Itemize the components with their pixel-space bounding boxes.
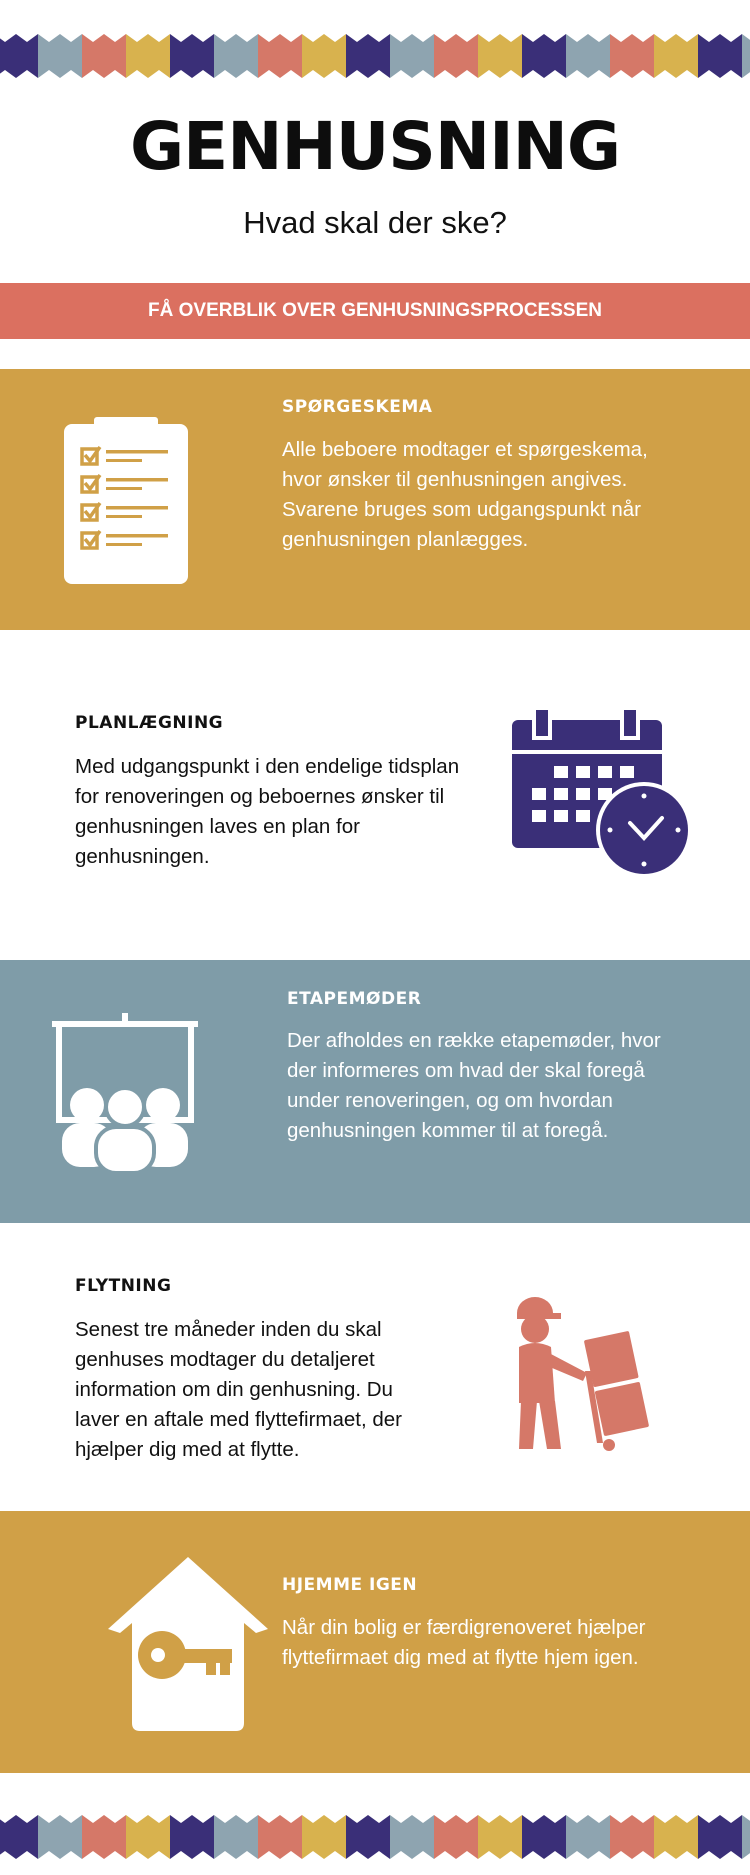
- presentation-audience-icon: [52, 1013, 202, 1171]
- section-back-home: [0, 1511, 750, 1773]
- section-title: FLYTNING: [75, 1276, 172, 1296]
- chevron-pattern-top: [0, 34, 750, 78]
- chevron-segment: [522, 34, 544, 78]
- chevron-segment: [478, 34, 500, 78]
- chevron-segment: [720, 1815, 742, 1859]
- chevron-segment: [148, 34, 170, 78]
- chevron-segment: [324, 1815, 346, 1859]
- chevron-segment: [742, 1815, 750, 1859]
- section-title: PLANLÆGNING: [75, 713, 224, 733]
- chevron-segment: [346, 1815, 368, 1859]
- chevron-segment: [302, 1815, 324, 1859]
- house-key-icon: [108, 1557, 268, 1733]
- chevron-segment: [324, 34, 346, 78]
- section-title: HJEMME IGEN: [282, 1575, 418, 1595]
- chevron-segment: [566, 1815, 588, 1859]
- chevron-segment: [38, 34, 60, 78]
- chevron-segment: [654, 1815, 676, 1859]
- chevron-segment: [126, 34, 148, 78]
- section-text: Med udgangspunkt i den endelige tidsplan for renoveringen og beboernes ønsker til genhusningen laves en plan for genhusningen.: [75, 755, 460, 868]
- chevron-segment: [16, 1815, 38, 1859]
- chevron-segment: [346, 34, 368, 78]
- chevron-segment: [236, 1815, 258, 1859]
- chevron-segment: [104, 1815, 126, 1859]
- chevron-segment: [676, 1815, 698, 1859]
- chevron-segment: [148, 1815, 170, 1859]
- chevron-segment: [632, 1815, 654, 1859]
- chevron-segment: [170, 1815, 192, 1859]
- chevron-segment: [104, 34, 126, 78]
- chevron-segment: [368, 34, 390, 78]
- chevron-segment: [676, 34, 698, 78]
- chevron-segment: [434, 34, 456, 78]
- section-title: SPØRGESKEMA: [282, 397, 433, 417]
- calendar-clock-icon: [512, 708, 692, 880]
- chevron-pattern-bottom: [0, 1815, 750, 1859]
- section-title: ETAPEMØDER: [287, 989, 422, 1009]
- chevron-segment: [214, 34, 236, 78]
- chevron-segment: [412, 34, 434, 78]
- chevron-segment: [258, 34, 280, 78]
- chevron-segment: [500, 1815, 522, 1859]
- chevron-segment: [698, 34, 720, 78]
- section-text: Der afholdes en række etapemøder, hvor der informeres om hvad der skal foregå under renoveringen, og om hvordan genhusningen kommer til at foregå.: [287, 1029, 661, 1142]
- chevron-segment: [500, 34, 522, 78]
- section-text: Senest tre måneder inden du skal genhuses modtager du detaljeret information om din genhusning. Du laver en aftale med flyttefirmaet, der hjælper dig med at flytte.: [75, 1318, 403, 1461]
- chevron-segment: [456, 1815, 478, 1859]
- chevron-segment: [258, 1815, 280, 1859]
- chevron-segment: [280, 1815, 302, 1859]
- chevron-segment: [82, 34, 104, 78]
- chevron-segment: [0, 1815, 16, 1859]
- chevron-segment: [456, 34, 478, 78]
- chevron-segment: [192, 1815, 214, 1859]
- clipboard-checklist-icon: [62, 417, 190, 585]
- section-questionnaire: [0, 369, 750, 630]
- chevron-segment: [0, 34, 16, 78]
- chevron-segment: [302, 34, 324, 78]
- chevron-segment: [544, 1815, 566, 1859]
- chevron-segment: [412, 1815, 434, 1859]
- chevron-segment: [390, 34, 412, 78]
- section-text: Alle beboere modtager et spørgeskema, hvor ønsker til genhusningen angives. Svarene bruges som udgangspunkt når genhusningen planlægges.: [282, 438, 648, 551]
- page-subtitle: Hvad skal der ske?: [243, 205, 507, 240]
- chevron-segment: [434, 1815, 456, 1859]
- chevron-segment: [38, 1815, 60, 1859]
- chevron-segment: [588, 34, 610, 78]
- chevron-segment: [82, 1815, 104, 1859]
- chevron-segment: [478, 1815, 500, 1859]
- overview-banner: FÅ OVERBLIK OVER GENHUSNINGSPROCESSEN: [0, 283, 750, 339]
- chevron-segment: [214, 1815, 236, 1859]
- chevron-segment: [720, 34, 742, 78]
- chevron-segment: [742, 34, 750, 78]
- page-title: GENHUSNING: [129, 108, 621, 185]
- chevron-segment: [390, 1815, 412, 1859]
- section-planning: [0, 630, 750, 960]
- chevron-segment: [60, 34, 82, 78]
- section-stage-meetings: [0, 960, 750, 1223]
- chevron-segment: [126, 1815, 148, 1859]
- mover-hand-truck-icon: [505, 1295, 665, 1455]
- section-text: Når din bolig er færdigrenoveret hjælper flyttefirmaet dig med at flytte hjem igen.: [282, 1616, 646, 1669]
- chevron-segment: [280, 34, 302, 78]
- chevron-segment: [368, 1815, 390, 1859]
- chevron-segment: [610, 1815, 632, 1859]
- chevron-segment: [544, 34, 566, 78]
- chevron-segment: [16, 34, 38, 78]
- chevron-segment: [192, 34, 214, 78]
- chevron-segment: [566, 34, 588, 78]
- chevron-segment: [698, 1815, 720, 1859]
- section-moving: [0, 1223, 750, 1511]
- chevron-segment: [60, 1815, 82, 1859]
- chevron-segment: [522, 1815, 544, 1859]
- chevron-segment: [632, 34, 654, 78]
- chevron-segment: [170, 34, 192, 78]
- chevron-segment: [654, 34, 676, 78]
- chevron-segment: [610, 34, 632, 78]
- chevron-segment: [588, 1815, 610, 1859]
- chevron-segment: [236, 34, 258, 78]
